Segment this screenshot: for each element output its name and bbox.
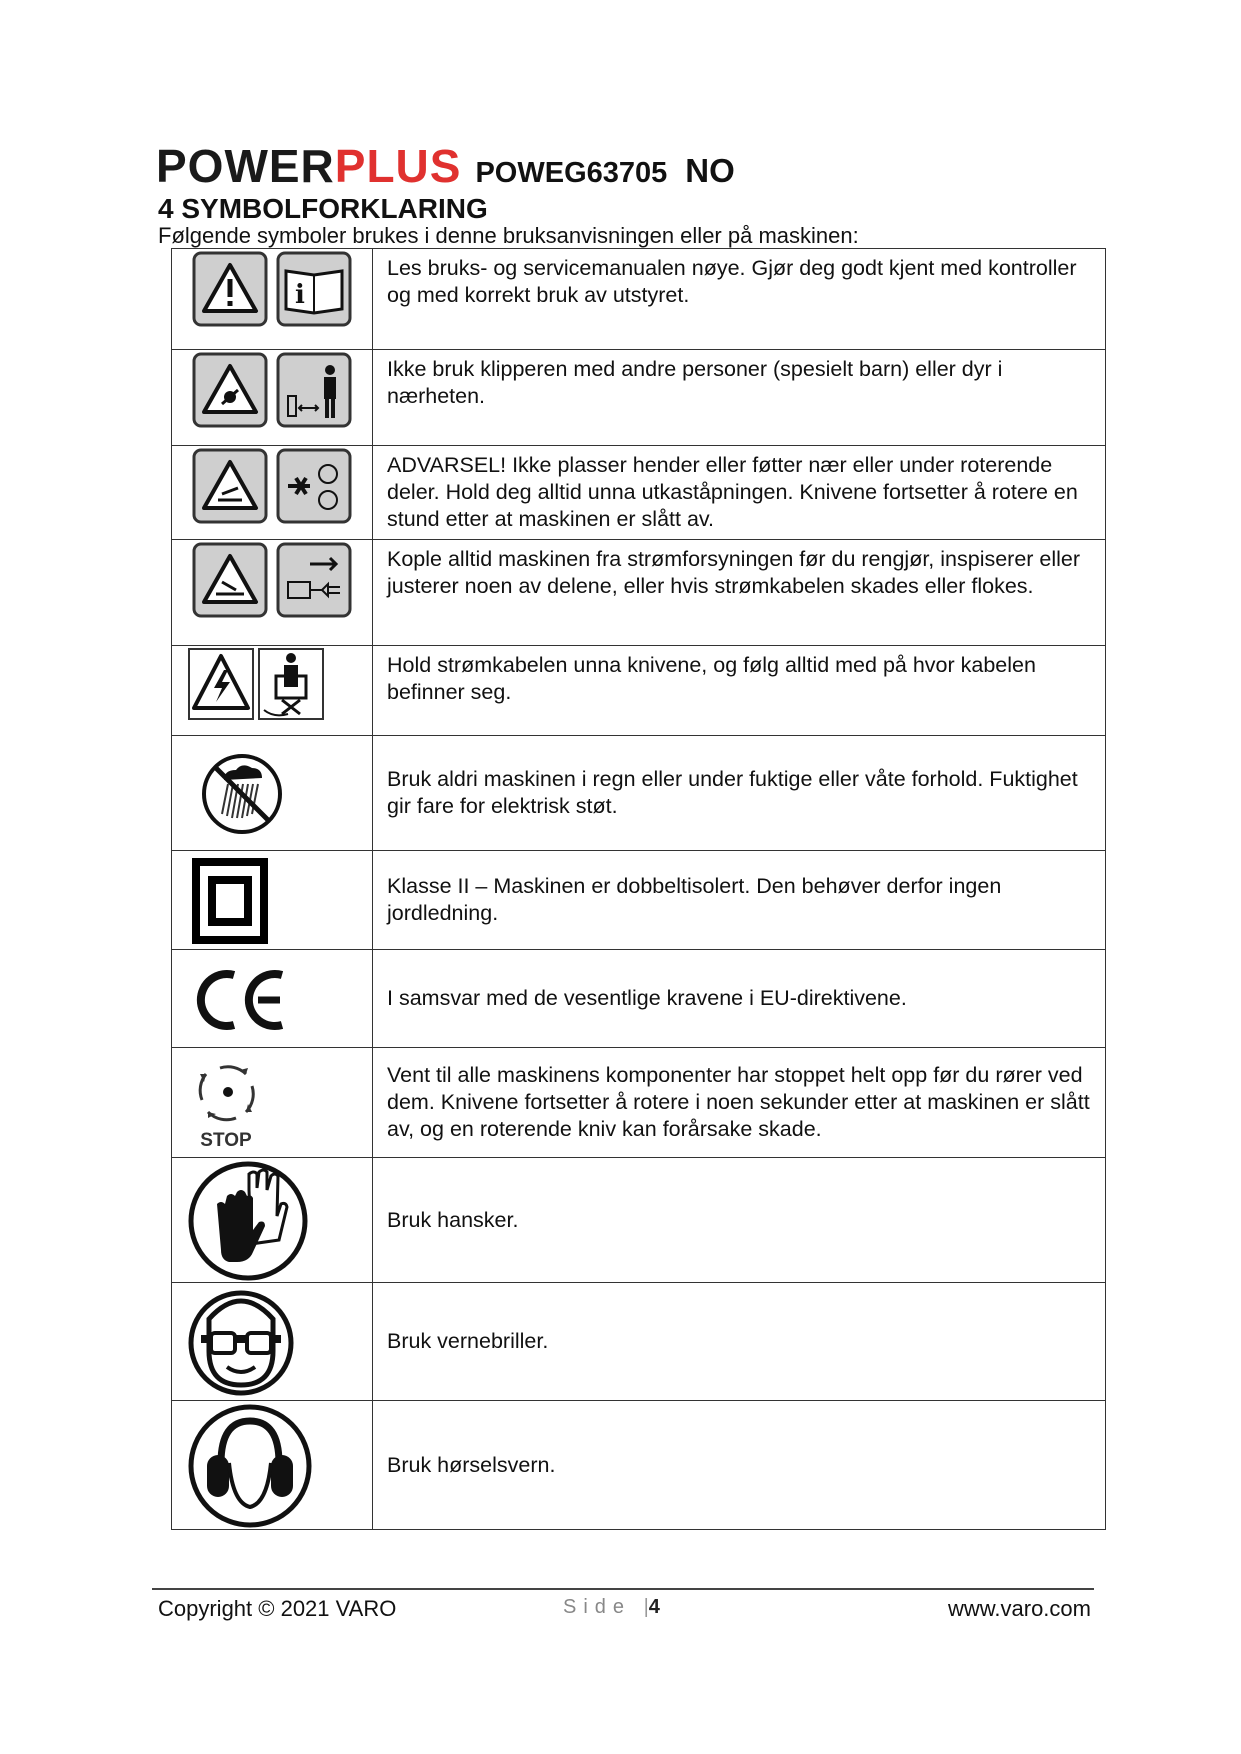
table-row (172, 540, 1106, 646)
icon-cell (172, 1048, 373, 1158)
brand-logo: POWERPLUS (156, 140, 462, 192)
footer-page-indicator: Side |4 (563, 1596, 660, 1618)
symbol-description: Bruk hørselsvern. (373, 1401, 1106, 1530)
table-row (172, 1158, 1106, 1283)
unplug-icon (276, 542, 352, 618)
stop-rotating-blade-icon (190, 1056, 266, 1152)
icon-cell (172, 1283, 373, 1401)
svg-text:STOP: STOP (200, 1129, 252, 1151)
symbol-description: I samsvar med de vesentlige kravene i EU-direktivene. (373, 950, 1106, 1048)
warning-triangle-icon (192, 542, 268, 618)
table-row (172, 1048, 1106, 1158)
icon-cell (172, 446, 373, 540)
svg-text:i: i (295, 280, 305, 310)
icon-cell (172, 646, 373, 736)
icon-cell (172, 851, 373, 950)
rotating-blade-hands-icon (276, 448, 352, 524)
wear-ear-protection-icon (187, 1403, 313, 1529)
table-row (172, 950, 1106, 1048)
footer-website: www.varo.com (947, 1596, 1091, 1621)
no-rain-icon (200, 752, 284, 836)
footer-copyright: Copyright © 2021 VARO (158, 1596, 397, 1621)
symbol-description: Hold strømkabelen unna knivene, og følg alltid med på hvor kabelen befinner seg. (373, 646, 1106, 736)
symbol-description: Bruk vernebriller. (373, 1283, 1106, 1401)
ce-mark-icon (192, 965, 288, 1035)
symbol-table (171, 248, 1106, 1530)
wear-goggles-icon (187, 1289, 295, 1397)
section-title: 4 SYMBOLFORKLARING (158, 193, 488, 224)
language-code: NO (685, 152, 735, 189)
table-row (172, 249, 1106, 350)
read-manual-icon (276, 251, 352, 327)
icon-cell (172, 950, 373, 1048)
symbol-description: Klasse II – Maskinen er dobbeltisolert. Den behøver derfor ingen jordledning. (373, 851, 1106, 950)
cable-away-from-blade-icon (258, 648, 324, 720)
warning-triangle-icon (192, 251, 268, 327)
document-header (156, 140, 735, 192)
symbol-description: Bruk hansker. (373, 1158, 1106, 1283)
symbol-description: ADVARSEL! Ikke plasser hender eller føtter nær eller under roterende deler. Hold deg alltid unna utkaståpningen. Knivene fortsetter å rotere en stund etter at maskinen er slått av. (373, 446, 1106, 540)
symbol-description: Vent til alle maskinens komponenter har stoppet helt opp før du rører ved dem. Knivene fortsetter å rotere i noen sekunder etter at maskinen er slått av, og en roterende kniv kan forårsake skade. (373, 1048, 1106, 1158)
symbol-description: Ikke bruk klipperen med andre personer (spesielt barn) eller dyr i nærheten. (373, 350, 1106, 446)
symbol-description: Kople alltid maskinen fra strømforsyningen før du rengjør, inspiserer eller justerer noen av delene, eller hvis strømkabelen skades eller flokes. (373, 540, 1106, 646)
icon-cell (172, 1158, 373, 1283)
table-row (172, 646, 1106, 736)
table-row (172, 1283, 1106, 1401)
table-row (172, 851, 1106, 950)
icon-cell (172, 736, 373, 851)
table-row (172, 736, 1106, 851)
table-row (172, 1401, 1106, 1530)
class-ii-double-insulation-icon (192, 858, 268, 944)
symbol-description: Les bruks- og servicemanualen nøye. Gjør deg godt kjent med kontroller og med korrekt bruk av utstyret. (373, 249, 1106, 350)
icon-cell (172, 540, 373, 646)
table-row (172, 446, 1106, 540)
warning-triangle-icon (192, 352, 268, 428)
icon-cell (172, 1401, 373, 1530)
table-row (172, 350, 1106, 446)
model-number: POWEG63705 (475, 157, 668, 189)
footer-divider (152, 1588, 1094, 1590)
keep-distance-bystanders-icon (276, 352, 352, 428)
symbol-description: Bruk aldri maskinen i regn eller under fuktige eller våte forhold. Fuktighet gir fare for elektrisk støt. (373, 736, 1106, 851)
section-intro: Følgende symboler brukes i denne bruksanvisningen eller på maskinen: (158, 223, 859, 248)
warning-triangle-icon (192, 448, 268, 524)
electric-shock-warning-icon (188, 648, 254, 720)
icon-cell (172, 249, 373, 350)
wear-gloves-icon (187, 1160, 309, 1282)
icon-cell (172, 350, 373, 446)
